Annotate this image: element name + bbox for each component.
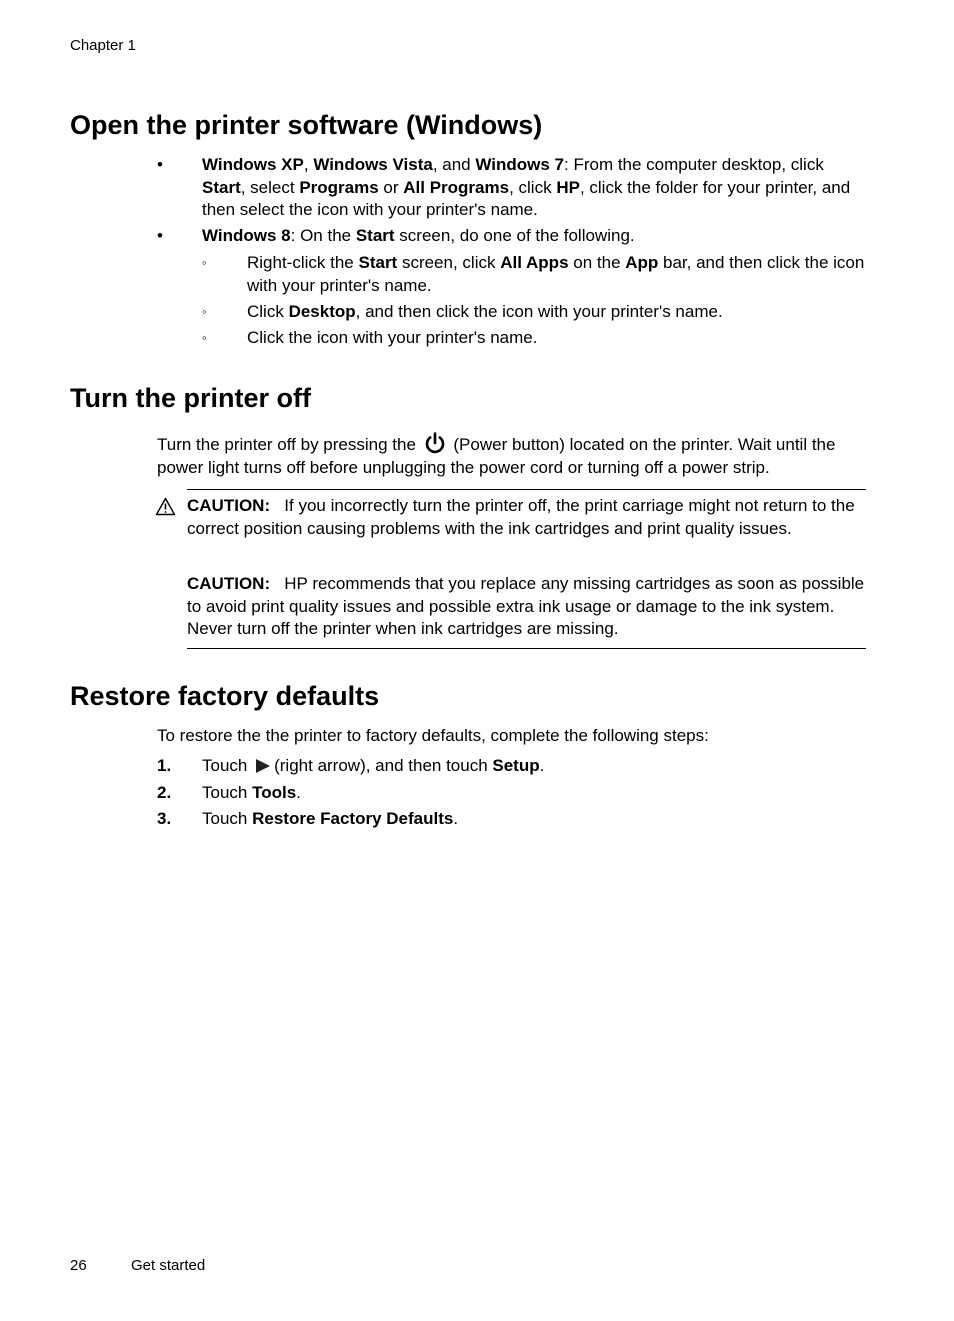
step-text: Touch Tools.	[202, 783, 301, 802]
page-number: 26	[70, 1257, 87, 1274]
bullet-mark: •	[157, 226, 163, 245]
section-title-open-software: Open the printer software (Windows)	[70, 110, 543, 140]
caution-label: CAUTION:	[187, 496, 271, 515]
caution-note: CAUTION: If you incorrectly turn the printer off, the print carriage might not return to the correct position causing problems with the ink cartridges and print quality issues.	[187, 496, 855, 538]
section-title-restore-defaults: Restore factory defaults	[70, 681, 380, 711]
bullet-text: Windows XP, Windows Vista, and Windows 7: From the computer desktop, click Start, select Programs or All Programs, click HP, click the folder for your printer, and then select the icon with your printer's name.	[202, 155, 851, 219]
warning-triangle-icon	[155, 497, 176, 516]
sub-bullet-mark: ◦	[202, 304, 207, 319]
caution-box	[187, 489, 866, 649]
footer-section: Get started	[131, 1257, 206, 1274]
caution-label: CAUTION:	[187, 574, 271, 593]
sub-bullet-text: Right-click the Start screen, click All Apps on the App bar, and then click the icon with your printer's name.	[247, 253, 865, 295]
step-number: 2.	[157, 783, 172, 802]
power-button-icon	[423, 432, 447, 456]
sub-bullet-mark: ◦	[202, 330, 207, 345]
bullet-mark: •	[157, 155, 163, 174]
caution-note: CAUTION: HP recommends that you replace any missing cartridges as soon as possible to avoid print quality issues and possible extra ink usage or damage to the ink system. Never turn off the printer when ink cartridges are missing.	[187, 574, 865, 638]
restore-intro: To restore the the printer to factory defaults, complete the following steps:	[157, 726, 709, 745]
step-number: 1.	[157, 756, 172, 775]
step-number: 3.	[157, 809, 172, 828]
power-off-paragraph: Turn the printer off by pressing the (Power button) located on the printer. Wait until the power light turns off before unplugging the power cord or turning off a power strip.	[157, 432, 867, 479]
sub-bullet-text: Click the icon with your printer's name.	[247, 328, 538, 347]
sub-bullet-mark: ◦	[202, 255, 207, 270]
sub-bullet-text: Click Desktop, and then click the icon with your printer's name.	[247, 302, 723, 321]
section-title-turn-off: Turn the printer off	[70, 383, 311, 413]
step-text: Touch (right arrow), and then touch Setup.	[202, 756, 545, 775]
bullet-text: Windows 8: On the Start screen, do one of the following.	[202, 226, 635, 245]
chapter-header: Chapter 1	[70, 37, 136, 54]
right-arrow-icon	[254, 757, 272, 775]
step-text: Touch Restore Factory Defaults.	[202, 809, 459, 828]
